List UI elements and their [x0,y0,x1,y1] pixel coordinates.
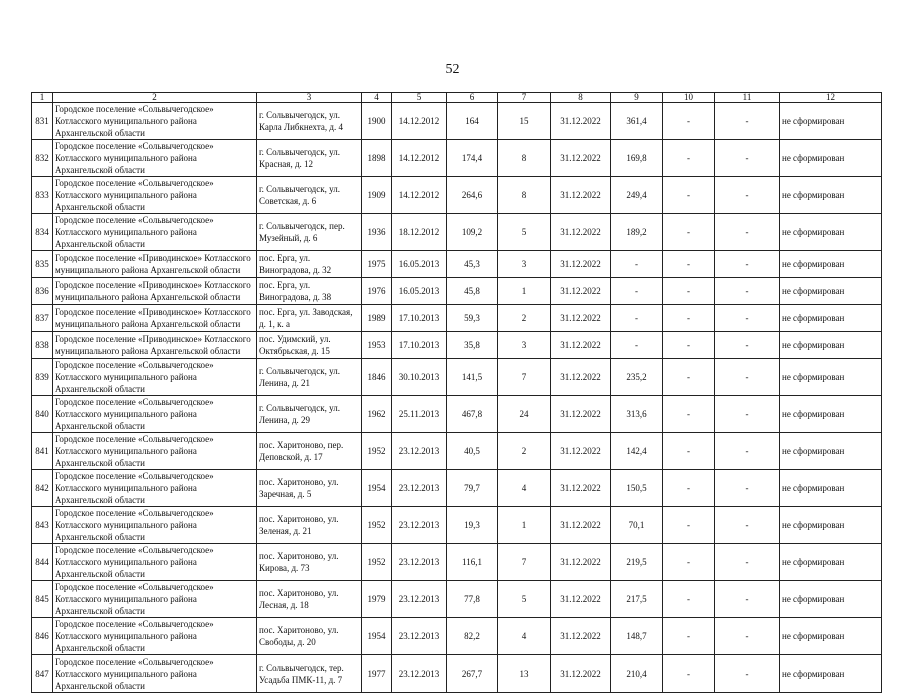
table-header-row [32,93,882,103]
row-number-cell: 835 [32,251,53,278]
table-row [32,581,882,618]
area-cell: 79,7 [447,470,498,507]
year-cell: 1975 [362,251,392,278]
column-10-cell: - [663,305,715,332]
year-cell: 1952 [362,544,392,581]
municipality-cell: Городское поселение «Сольвычегодское» Котласского муниципального района Архангельской области [53,507,257,544]
column-10-cell: - [663,655,715,693]
column-9-cell: - [611,332,663,359]
column-10-cell: - [663,103,715,140]
count-cell: 7 [498,544,551,581]
row-number-cell: 840 [32,396,53,433]
municipality-cell: Городское поселение «Приводинское» Котласского муниципального района Архангельской области [53,305,257,332]
column-header: 5 [392,93,447,103]
area-cell: 116,1 [447,544,498,581]
date-cell: 23.12.2013 [392,433,447,470]
table-row [32,278,882,305]
end-date-cell: 31.12.2022 [551,305,611,332]
table-row [32,140,882,177]
year-cell: 1989 [362,305,392,332]
status-cell: не сформирован [780,655,882,693]
end-date-cell: 31.12.2022 [551,332,611,359]
municipality-cell: Городское поселение «Сольвычегодское» Котласского муниципального района Архангельской области [53,581,257,618]
address-cell: пос. Харитоново, ул. Свободы, д. 20 [257,618,362,655]
status-cell: не сформирован [780,396,882,433]
date-cell: 17.10.2013 [392,305,447,332]
column-9-cell: 361,4 [611,103,663,140]
year-cell: 1936 [362,214,392,251]
area-cell: 267,7 [447,655,498,693]
end-date-cell: 31.12.2022 [551,581,611,618]
column-header: 3 [257,93,362,103]
column-9-cell: 148,7 [611,618,663,655]
municipality-cell: Городское поселение «Сольвычегодское» Котласского муниципального района Архангельской области [53,618,257,655]
table-row [32,618,882,655]
column-11-cell: - [715,655,780,693]
municipality-cell: Городское поселение «Сольвычегодское» Котласского муниципального района Архангельской области [53,140,257,177]
column-9-cell: 219,5 [611,544,663,581]
date-cell: 23.12.2013 [392,544,447,581]
column-9-cell: 313,6 [611,396,663,433]
status-cell: не сформирован [780,278,882,305]
municipality-cell: Городское поселение «Сольвычегодское» Котласского муниципального района Архангельской области [53,396,257,433]
table-row [32,396,882,433]
column-9-cell: 150,5 [611,470,663,507]
row-number-cell: 843 [32,507,53,544]
year-cell: 1954 [362,618,392,655]
year-cell: 1900 [362,103,392,140]
column-11-cell: - [715,433,780,470]
status-cell: не сформирован [780,103,882,140]
table-row [32,433,882,470]
table-body [32,93,882,693]
column-header: 7 [498,93,551,103]
column-10-cell: - [663,359,715,396]
date-cell: 17.10.2013 [392,332,447,359]
column-header: 10 [663,93,715,103]
municipality-cell: Городское поселение «Сольвычегодское» Котласского муниципального района Архангельской области [53,103,257,140]
year-cell: 1962 [362,396,392,433]
column-11-cell: - [715,214,780,251]
municipality-cell: Городское поселение «Приводинское» Котласского муниципального района Архангельской области [53,251,257,278]
column-11-cell: - [715,396,780,433]
column-11-cell: - [715,618,780,655]
count-cell: 3 [498,332,551,359]
column-11-cell: - [715,177,780,214]
end-date-cell: 31.12.2022 [551,359,611,396]
row-number-cell: 842 [32,470,53,507]
column-header: 11 [715,93,780,103]
column-10-cell: - [663,177,715,214]
column-10-cell: - [663,396,715,433]
column-header: 4 [362,93,392,103]
end-date-cell: 31.12.2022 [551,544,611,581]
status-cell: не сформирован [780,507,882,544]
year-cell: 1898 [362,140,392,177]
column-11-cell: - [715,332,780,359]
column-11-cell: - [715,140,780,177]
area-cell: 45,8 [447,278,498,305]
column-11-cell: - [715,507,780,544]
row-number-cell: 846 [32,618,53,655]
column-10-cell: - [663,332,715,359]
row-number-cell: 845 [32,581,53,618]
column-10-cell: - [663,581,715,618]
year-cell: 1953 [362,332,392,359]
column-11-cell: - [715,581,780,618]
count-cell: 4 [498,470,551,507]
area-cell: 35,8 [447,332,498,359]
column-9-cell: 249,4 [611,177,663,214]
date-cell: 18.12.2012 [392,214,447,251]
area-cell: 264,6 [447,177,498,214]
area-cell: 82,2 [447,618,498,655]
row-number-cell: 832 [32,140,53,177]
year-cell: 1909 [362,177,392,214]
row-number-cell: 831 [32,103,53,140]
end-date-cell: 31.12.2022 [551,103,611,140]
end-date-cell: 31.12.2022 [551,433,611,470]
column-9-cell: 142,4 [611,433,663,470]
address-cell: г. Сольвычегодск, тер. Усадьба ПМК-11, д. 7 [257,655,362,693]
count-cell: 7 [498,359,551,396]
year-cell: 1976 [362,278,392,305]
column-9-cell: 235,2 [611,359,663,396]
date-cell: 14.12.2012 [392,140,447,177]
row-number-cell: 837 [32,305,53,332]
status-cell: не сформирован [780,332,882,359]
end-date-cell: 31.12.2022 [551,214,611,251]
column-10-cell: - [663,470,715,507]
area-cell: 77,8 [447,581,498,618]
column-11-cell: - [715,470,780,507]
column-9-cell: 189,2 [611,214,663,251]
column-10-cell: - [663,278,715,305]
column-11-cell: - [715,103,780,140]
municipality-cell: Городское поселение «Сольвычегодское» Котласского муниципального района Архангельской области [53,359,257,396]
address-cell: пос. Харитоново, пер. Деповской, д. 17 [257,433,362,470]
date-cell: 23.12.2013 [392,507,447,544]
row-number-cell: 834 [32,214,53,251]
end-date-cell: 31.12.2022 [551,140,611,177]
column-9-cell: 70,1 [611,507,663,544]
count-cell: 5 [498,581,551,618]
status-cell: не сформирован [780,470,882,507]
date-cell: 23.12.2013 [392,618,447,655]
municipality-cell: Городское поселение «Сольвычегодское» Котласского муниципального района Архангельской области [53,214,257,251]
column-9-cell: - [611,278,663,305]
year-cell: 1952 [362,507,392,544]
column-9-cell: - [611,305,663,332]
column-9-cell: 169,8 [611,140,663,177]
table-row [32,305,882,332]
status-cell: не сформирован [780,177,882,214]
year-cell: 1954 [362,470,392,507]
row-number-cell: 833 [32,177,53,214]
column-10-cell: - [663,251,715,278]
municipality-cell: Городское поселение «Сольвычегодское» Котласского муниципального района Архангельской области [53,470,257,507]
area-cell: 45,3 [447,251,498,278]
municipality-cell: Городское поселение «Приводинское» Котласского муниципального района Архангельской области [53,332,257,359]
area-cell: 174,4 [447,140,498,177]
column-10-cell: - [663,618,715,655]
address-cell: пос. Харитоново, ул. Заречная, д. 5 [257,470,362,507]
column-11-cell: - [715,305,780,332]
area-cell: 467,8 [447,396,498,433]
area-cell: 109,2 [447,214,498,251]
table-row [32,251,882,278]
column-11-cell: - [715,251,780,278]
year-cell: 1846 [362,359,392,396]
end-date-cell: 31.12.2022 [551,251,611,278]
date-cell: 23.12.2013 [392,655,447,693]
end-date-cell: 31.12.2022 [551,618,611,655]
status-cell: не сформирован [780,618,882,655]
table-row [32,177,882,214]
table-row [32,332,882,359]
end-date-cell: 31.12.2022 [551,507,611,544]
municipality-cell: Городское поселение «Сольвычегодское» Котласского муниципального района Архангельской области [53,655,257,693]
column-header: 9 [611,93,663,103]
area-cell: 59,3 [447,305,498,332]
column-10-cell: - [663,433,715,470]
address-cell: пос. Ерга, ул. Заводская, д. 1, к. а [257,305,362,332]
status-cell: не сформирован [780,581,882,618]
municipality-cell: Городское поселение «Сольвычегодское» Котласского муниципального района Архангельской области [53,177,257,214]
end-date-cell: 31.12.2022 [551,655,611,693]
row-number-cell: 836 [32,278,53,305]
address-cell: пос. Харитоново, ул. Кирова, д. 73 [257,544,362,581]
column-9-cell: 217,5 [611,581,663,618]
area-cell: 40,5 [447,433,498,470]
row-number-cell: 838 [32,332,53,359]
end-date-cell: 31.12.2022 [551,470,611,507]
count-cell: 15 [498,103,551,140]
area-cell: 164 [447,103,498,140]
year-cell: 1979 [362,581,392,618]
status-cell: не сформирован [780,140,882,177]
municipality-cell: Городское поселение «Сольвычегодское» Котласского муниципального района Архангельской области [53,433,257,470]
status-cell: не сформирован [780,359,882,396]
date-cell: 14.12.2012 [392,177,447,214]
address-cell: г. Сольвычегодск, ул. Карла Либкнехта, д. 4 [257,103,362,140]
count-cell: 24 [498,396,551,433]
table-row [32,214,882,251]
column-header: 6 [447,93,498,103]
column-9-cell: - [611,251,663,278]
column-header: 12 [780,93,882,103]
date-cell: 16.05.2013 [392,278,447,305]
address-cell: пос. Харитоново, ул. Зеленая, д. 21 [257,507,362,544]
address-cell: пос. Ерга, ул. Виноградова, д. 32 [257,251,362,278]
table-row [32,470,882,507]
row-number-cell: 847 [32,655,53,693]
status-cell: не сформирован [780,251,882,278]
registry-table [31,92,882,693]
count-cell: 5 [498,214,551,251]
status-cell: не сформирован [780,433,882,470]
address-cell: пос. Харитоново, ул. Лесная, д. 18 [257,581,362,618]
municipality-cell: Городское поселение «Сольвычегодское» Котласского муниципального района Архангельской области [53,544,257,581]
column-10-cell: - [663,507,715,544]
table-row [32,359,882,396]
address-cell: пос. Ерга, ул. Виноградова, д. 38 [257,278,362,305]
column-10-cell: - [663,214,715,251]
row-number-cell: 841 [32,433,53,470]
date-cell: 14.12.2012 [392,103,447,140]
count-cell: 8 [498,177,551,214]
date-cell: 23.12.2013 [392,581,447,618]
column-11-cell: - [715,278,780,305]
date-cell: 23.12.2013 [392,470,447,507]
count-cell: 13 [498,655,551,693]
table-row [32,655,882,693]
end-date-cell: 31.12.2022 [551,278,611,305]
page-number: 52 [445,62,460,77]
status-cell: не сформирован [780,305,882,332]
municipality-cell: Городское поселение «Приводинское» Котласского муниципального района Архангельской области [53,278,257,305]
table-row [32,103,882,140]
status-cell: не сформирован [780,214,882,251]
column-10-cell: - [663,140,715,177]
column-10-cell: - [663,544,715,581]
date-cell: 25.11.2013 [392,396,447,433]
column-header: 8 [551,93,611,103]
count-cell: 4 [498,618,551,655]
area-cell: 19,3 [447,507,498,544]
column-11-cell: - [715,544,780,581]
address-cell: г. Сольвычегодск, ул. Красная, д. 12 [257,140,362,177]
date-cell: 30.10.2013 [392,359,447,396]
address-cell: г. Сольвычегодск, ул. Советская, д. 6 [257,177,362,214]
column-11-cell: - [715,359,780,396]
row-number-cell: 844 [32,544,53,581]
address-cell: пос. Удимский, ул. Октябрьская, д. 15 [257,332,362,359]
count-cell: 2 [498,433,551,470]
status-cell: не сформирован [780,544,882,581]
count-cell: 8 [498,140,551,177]
table-row [32,507,882,544]
column-header: 1 [32,93,53,103]
address-cell: г. Сольвычегодск, ул. Ленина, д. 21 [257,359,362,396]
count-cell: 1 [498,507,551,544]
year-cell: 1952 [362,433,392,470]
date-cell: 16.05.2013 [392,251,447,278]
table-row [32,544,882,581]
end-date-cell: 31.12.2022 [551,177,611,214]
address-cell: г. Сольвычегодск, ул. Ленина, д. 29 [257,396,362,433]
address-cell: г. Сольвычегодск, пер. Музейный, д. 6 [257,214,362,251]
year-cell: 1977 [362,655,392,693]
count-cell: 3 [498,251,551,278]
column-header: 2 [53,93,257,103]
row-number-cell: 839 [32,359,53,396]
end-date-cell: 31.12.2022 [551,396,611,433]
count-cell: 1 [498,278,551,305]
column-9-cell: 210,4 [611,655,663,693]
count-cell: 2 [498,305,551,332]
area-cell: 141,5 [447,359,498,396]
